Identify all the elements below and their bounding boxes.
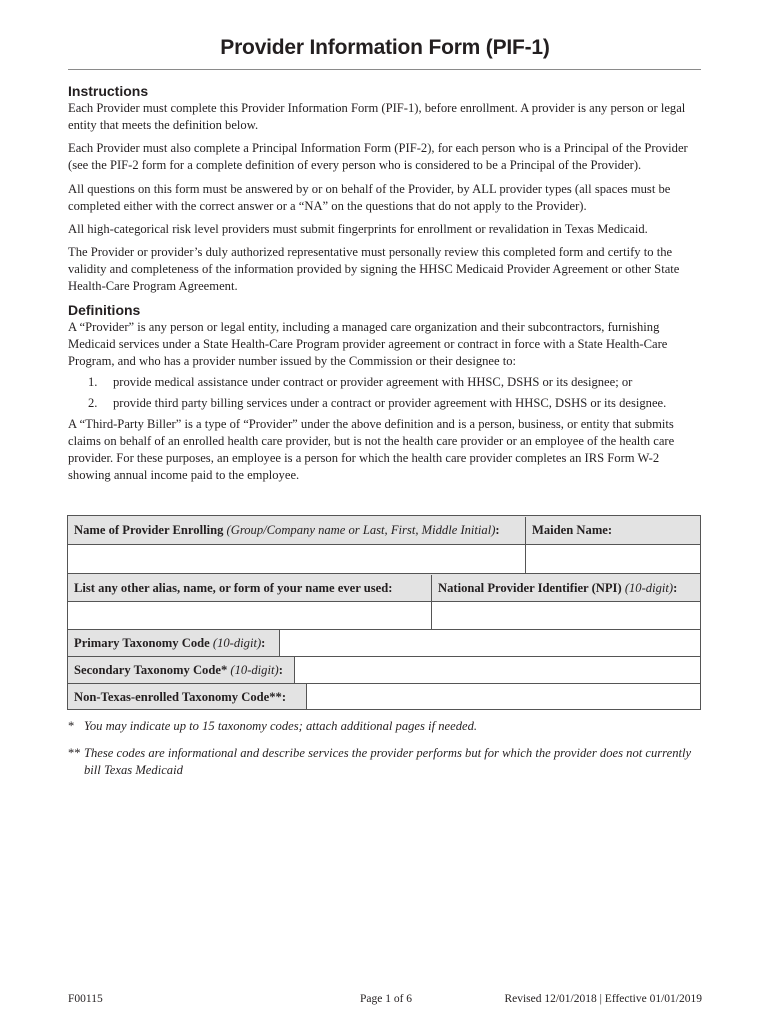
secondary-taxonomy-label-cell [67, 656, 295, 683]
revision-dates: Revised 12/01/2018 | Effective 01/01/2019 [504, 993, 702, 1005]
instruction-paragraph: Each Provider must complete this Provider Information Form (PIF-1), before enrollment. A provider is any person or legal entity that meets the definition below. [68, 101, 686, 132]
npi-hint: (10-digit) [624, 580, 674, 595]
name-header-row [67, 515, 701, 544]
footnote-mark: * [68, 719, 75, 733]
page-number: Page 1 of 6 [360, 993, 413, 1005]
name-label: Name of Provider Enrolling [74, 522, 224, 537]
footnote-text: You may indicate up to 15 taxonomy codes; attach additional pages if needed. [84, 719, 478, 733]
primary-taxonomy-label: Primary Taxonomy Code [74, 636, 210, 650]
list-number: 2. [88, 396, 98, 410]
nontexas-taxonomy-field[interactable] [307, 683, 701, 710]
primary-taxonomy-label-cell [67, 629, 280, 656]
instruction-paragraph: The Provider or provider’s duly authorized representative must personally review this completed form and certify to the validity and completeness of the information provided by signing the HHSC Medicaid Provider Agreement or other State Health-Care Program Agreement. [68, 245, 680, 293]
provider-name-field[interactable] [68, 545, 526, 573]
npi-label-cell [432, 575, 700, 601]
third-party-definition: A “Third-Party Biller” is a type of “Provider” under the above definition and is a person, business, or entity that submits claims on behalf of an enrolled health care provider, but is not the health care provider or an employee of the health care provider. For these purposes, an employee is a person for which the health care provider completes an IRS Form W-2 showing annual income paid to the employee. [68, 417, 675, 482]
instruction-paragraph: Each Provider must also complete a Principal Information Form (PIF-2), for each person who is a Principal of the Provider (see the PIF-2 form for a complete definition of every person who is considered to be a Principal of the Provider). [68, 141, 688, 172]
alias-label: List any other alias, name, or form of your name ever used: [68, 575, 432, 601]
footnote-mark: ** [68, 746, 81, 760]
maiden-name-field[interactable] [526, 545, 700, 573]
maiden-label: Maiden Name: [532, 522, 613, 537]
alias-field[interactable] [68, 602, 432, 629]
footnote [68, 745, 702, 779]
footnote-text: These codes are informational and describe services the provider performs but for which the provider does not currently bill Texas Medicaid [84, 746, 692, 777]
secondary-taxonomy-hint: (10-digit) [230, 663, 279, 677]
list-text: provide medical assistance under contract or provider agreement with HHSC, DSHS or its designee; or [113, 375, 633, 389]
definitions-heading: Definitions [68, 302, 141, 318]
list-text: provide third party billing services under a contract or provider agreement with HHSC, DSHS or its designee. [113, 396, 667, 410]
npi-colon: : [673, 580, 678, 595]
secondary-taxonomy-row [67, 656, 701, 683]
secondary-taxonomy-field[interactable] [295, 656, 701, 683]
list-item [68, 395, 702, 412]
secondary-taxonomy-colon: : [278, 663, 283, 677]
form-number: F00115 [68, 993, 103, 1005]
page-title: Provider Information Form (PIF-1) [220, 36, 550, 59]
alias-input-row [67, 601, 701, 629]
definition-list [68, 374, 702, 412]
footnotes [68, 718, 702, 779]
provider-form [67, 515, 701, 710]
primary-taxonomy-hint: (10-digit) [212, 636, 262, 650]
instructions-heading: Instructions [68, 83, 149, 99]
name-hint: (Group/Company name or Last, First, Middle Initial) [226, 522, 496, 537]
primary-taxonomy-colon: : [261, 636, 266, 650]
primary-taxonomy-field[interactable] [280, 629, 701, 656]
list-item [68, 374, 702, 391]
instruction-paragraph: All high-categorical risk level providers must submit fingerprints for enrollment or revalidation in Texas Medicaid. [68, 222, 648, 236]
nontexas-taxonomy-row [67, 683, 701, 710]
npi-field[interactable] [432, 602, 700, 629]
instructions-section [68, 82, 702, 484]
name-colon: : [495, 522, 500, 537]
footnote [68, 718, 702, 735]
name-label-cell [68, 517, 526, 544]
provider-definition: A “Provider” is any person or legal entity, including a managed care organization and their subcontractors, furnishing Medicaid services under a State Health-Care Program provider agreement or contract in force with a State Health-Care Program, and who has a provider number issued by the Commission or their designee to: [68, 320, 668, 368]
secondary-taxonomy-label: Secondary Taxonomy Code* [74, 663, 228, 677]
primary-taxonomy-row [67, 629, 701, 656]
alias-header-row [67, 573, 701, 601]
name-input-row [67, 544, 701, 573]
nontexas-taxonomy-label: Non-Texas-enrolled Taxonomy Code**: [67, 683, 307, 710]
npi-label: National Provider Identifier (NPI) [438, 580, 622, 595]
title-divider [68, 69, 701, 70]
instruction-paragraph: All questions on this form must be answered by or on behalf of the Provider, by ALL provider types (all spaces must be completed either with the correct answer or a “NA” on the questions that do not apply to the Provider). [68, 182, 671, 213]
list-number: 1. [88, 375, 98, 389]
